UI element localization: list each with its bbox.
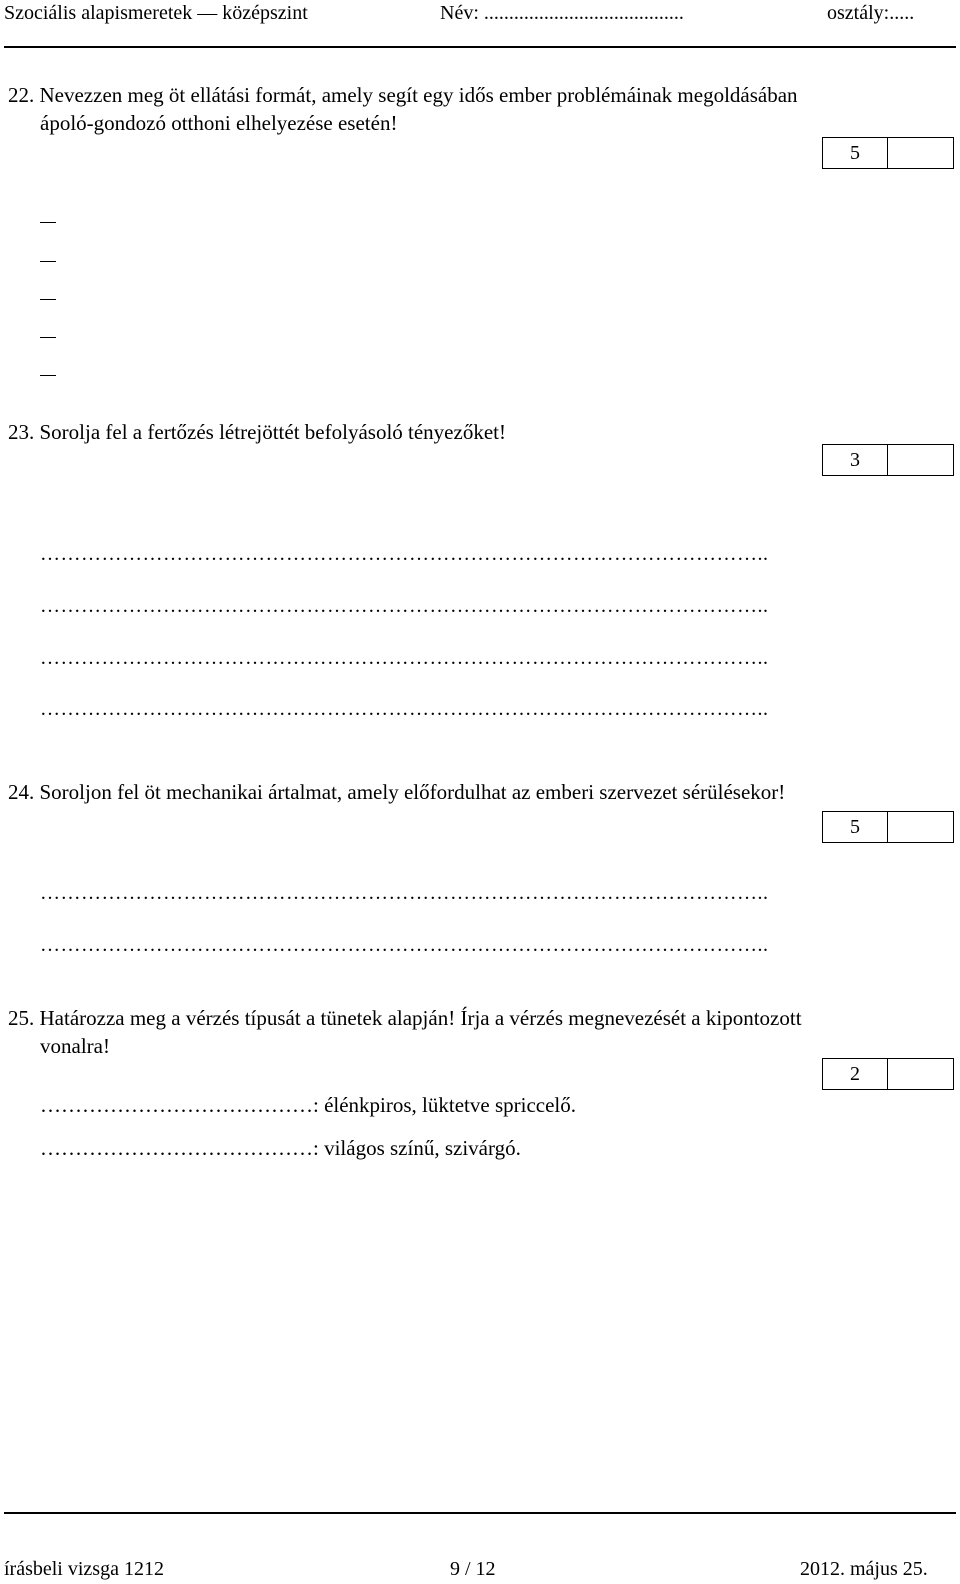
- question-25-line2: vonalra!: [40, 1034, 110, 1058]
- answer-line[interactable]: ……………………………………………………………………………………………..: [40, 595, 769, 617]
- score-box-points: 5: [823, 138, 888, 168]
- question-22-line2: ápoló-gondozó otthoni elhelyezése esetén!: [40, 111, 398, 135]
- header-name-field: Név: ........................................: [440, 2, 684, 24]
- score-box-blank[interactable]: [888, 138, 953, 168]
- answer-dash[interactable]: [40, 337, 56, 338]
- footer-exam-code: írásbeli vizsga 1212: [4, 1558, 164, 1580]
- score-box-25: [822, 1058, 954, 1090]
- answer-line[interactable]: ……………………………………………………………………………………………..: [40, 647, 769, 669]
- answer-line[interactable]: ……………………………………………………………………………………………..: [40, 934, 769, 956]
- score-box-blank[interactable]: [888, 445, 953, 475]
- question-25-line1: 25. Határozza meg a vérzés típusát a tünetek alapján! Írja a vérzés megnevezését a kipontozott: [8, 1006, 802, 1030]
- score-box-23: [822, 444, 954, 476]
- score-box-blank[interactable]: [888, 812, 953, 842]
- header-class-field: osztály:.....: [827, 2, 915, 24]
- question-24-text: 24. Soroljon fel öt mechanikai ártalmat, amely előfordulhat az emberi szervezet sérülésekor!: [8, 780, 786, 804]
- footer-rule: [4, 1512, 956, 1514]
- footer-page-number: 9 / 12: [450, 1558, 496, 1580]
- bleeding-type-item-2[interactable]: …………………………………: világos színű, szivárgó.: [40, 1136, 521, 1160]
- answer-dash[interactable]: [40, 222, 56, 223]
- answer-line[interactable]: ……………………………………………………………………………………………..: [40, 698, 769, 720]
- answer-dash[interactable]: [40, 261, 56, 262]
- answer-dash[interactable]: [40, 299, 56, 300]
- answer-line[interactable]: ……………………………………………………………………………………………..: [40, 882, 769, 904]
- footer-date: 2012. május 25.: [800, 1558, 928, 1580]
- bleeding-type-item-1[interactable]: …………………………………: élénkpiros, lüktetve spriccelő.: [40, 1093, 577, 1117]
- header-rule: [4, 46, 956, 48]
- score-box-blank[interactable]: [888, 1059, 953, 1089]
- score-box-points: 3: [823, 445, 888, 475]
- score-box-22: [822, 137, 954, 169]
- header-subject: Szociális alapismeretek — középszint: [4, 2, 308, 24]
- answer-dash[interactable]: [40, 375, 56, 376]
- answer-line[interactable]: ……………………………………………………………………………………………..: [40, 543, 769, 565]
- score-box-points: 2: [823, 1059, 888, 1089]
- question-22-line1: 22. Nevezzen meg öt ellátási formát, amely segít egy idős ember problémáinak megoldásában: [8, 83, 798, 107]
- score-box-24: [822, 811, 954, 843]
- question-23-text: 23. Sorolja fel a fertőzés létrejöttét befolyásoló tényezőket!: [8, 420, 506, 444]
- score-box-points: 5: [823, 812, 888, 842]
